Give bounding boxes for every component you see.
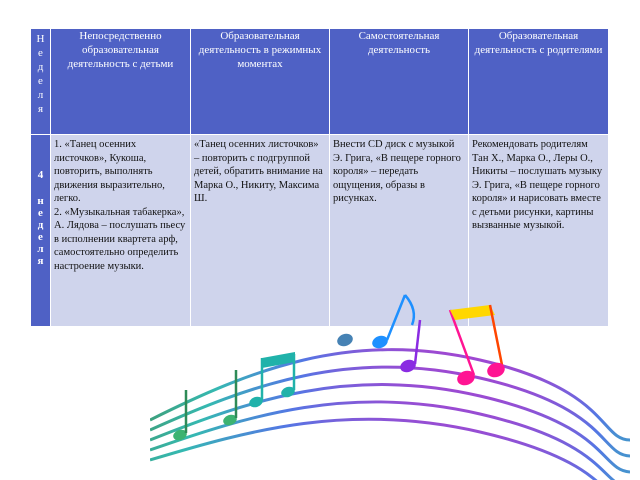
column-header: Образовательная деятельность с родителями: [469, 29, 609, 135]
column-header: Непосредственно образовательная деятельность с детьми: [51, 29, 191, 135]
music-notes-staff-icon: [150, 270, 630, 480]
week-header: [31, 29, 51, 135]
table-cell-parent-activity: Рекомендовать родителям Тан Х., Марка О., Леры О., Никиты – послушать музыку Э. Грига, «В пещере горного короля» и нарисовать вместе с детьми рисунки, картины вызванные музыкой.: [469, 135, 609, 327]
column-header: Образовательная деятельность в режимных моментах: [191, 29, 330, 135]
week-cell: [31, 135, 51, 327]
week-number: 4: [37, 169, 44, 181]
table-header-row: [31, 29, 609, 135]
week-label: неделя: [37, 195, 44, 267]
table-cell-routine-activity: «Танец осенних листочков» – повторить с подгруппой детей, обратить внимание на Марка О., Никиту, Максима Ш.: [191, 135, 330, 327]
column-header: Самостоятельная деятельность: [330, 29, 469, 135]
table-cell-direct-activity: 1. «Танец осенних листочков», Кукоша, повторить, выполнять движения выразительно, легко. 2. «Музыкальная табакерка», А. Лядова – послушать пьесу в исполнении квартета арф, самостоятельно определить настроение музыки.: [51, 135, 191, 327]
week-header-label: Неделя: [36, 33, 45, 115]
table-cell-independent-activity: Внести CD диск с музыкой Э. Грига, «В пещере горного короля» – передать ощущения, образы в рисунках.: [330, 135, 469, 327]
